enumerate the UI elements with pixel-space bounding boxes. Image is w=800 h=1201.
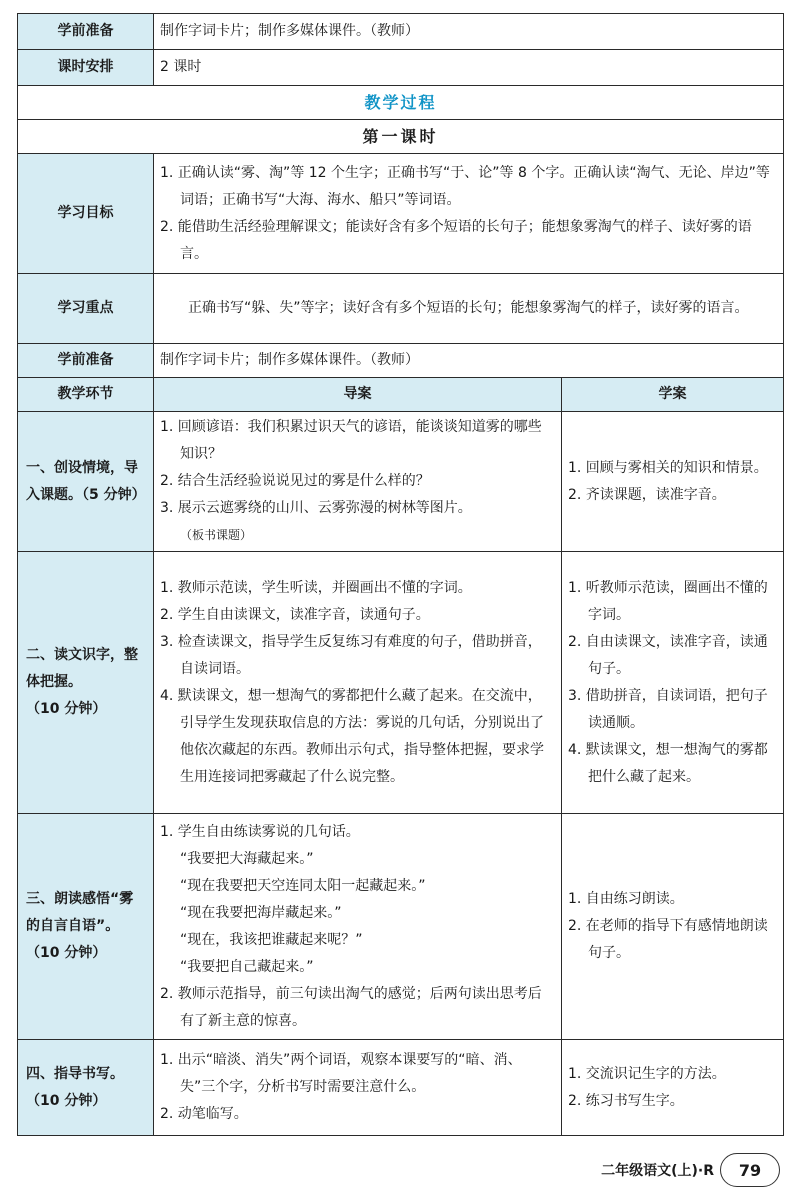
guide-note: （板书课题） bbox=[180, 528, 253, 542]
lesson-title: 第一课时 bbox=[18, 120, 784, 154]
study-item: 1. 听教师示范读，圈画出不懂的字词。 bbox=[568, 579, 768, 623]
stage-1-study bbox=[562, 412, 784, 552]
stage-1-guide bbox=[154, 412, 562, 552]
header-guide: 导案 bbox=[154, 378, 562, 412]
stage-2-label: 二、读文识字，整体把握。 bbox=[26, 647, 138, 690]
stage-3-time: （10 分钟） bbox=[26, 945, 107, 961]
guide-item: 2. 动笔临写。 bbox=[160, 1106, 248, 1122]
stage-4-label-cell bbox=[18, 1040, 154, 1136]
goals-content bbox=[154, 154, 784, 274]
quote-line: “我要把自己藏起来。” bbox=[180, 958, 314, 975]
schedule-text: 2 课时 bbox=[154, 50, 784, 86]
guide-item: 2. 教师示范指导，前三句读出淘气的感觉；后两句读出思考后有了新主意的惊喜。 bbox=[160, 985, 542, 1029]
stage-2-time: （10 分钟） bbox=[26, 701, 107, 717]
study-item: 1. 自由练习朗读。 bbox=[568, 891, 684, 907]
study-item: 3. 借助拼音，自读词语，把句子读通顺。 bbox=[568, 687, 768, 731]
header-study: 学案 bbox=[562, 378, 784, 412]
guide-item: 1. 回顾谚语：我们积累过识天气的谚语，能谈谈知道雾的哪些知识？ bbox=[160, 419, 542, 462]
quote-line: “现在我要把天空连同太阳一起藏起来。” bbox=[180, 877, 426, 894]
stage-2-study bbox=[562, 552, 784, 814]
book-title: 二年级语文(上)·R bbox=[601, 1163, 714, 1179]
stage-2-label-cell bbox=[18, 552, 154, 814]
stage-4-time: （10 分钟） bbox=[26, 1092, 107, 1109]
quote-line: “现在我要把海岸藏起来。” bbox=[180, 904, 342, 921]
study-item: 2. 自由读课文，读准字音，读通句子。 bbox=[568, 633, 768, 677]
focus-label: 学习重点 bbox=[18, 274, 154, 344]
guide-item: 1. 学生自由练读雾说的几句话。 bbox=[160, 823, 360, 840]
page-footer bbox=[601, 1150, 780, 1190]
stage-4-study bbox=[562, 1040, 784, 1136]
goal-item: 1. 正确认读“雾、淘”等 12 个生字；正确书写“于、论”等 8 个字。正确认读“淘气、无论、岸边”等词语；正确书写“大海、海水、船只”等词语。 bbox=[160, 164, 770, 208]
stage-3-guide bbox=[154, 814, 562, 1040]
quote-line: “我要把大海藏起来。” bbox=[180, 850, 314, 867]
goal-item: 2. 能借助生活经验理解课文；能读好含有多个短语的长句子；能想象雾淘气的样子、读好雾的语言。 bbox=[160, 218, 752, 262]
guide-item: 4. 默读课文，想一想淘气的雾都把什么藏了起来。在交流中，引导学生发现获取信息的方法：雾说的几句话，分别说出了他依次藏起的东西。教师出示句式，指导整体把握，要求学生用连接词把雾藏起了什么说完整。 bbox=[160, 687, 544, 785]
study-item: 2. 齐读课题，读准字音。 bbox=[568, 486, 726, 503]
guide-item: 1. 出示“暗淡、消失”两个词语，观察本课要写的“暗、消、失”三个字，分析书写时需要注意什么。 bbox=[160, 1052, 522, 1095]
study-item: 2. 在老师的指导下有感情地朗读句子。 bbox=[568, 918, 768, 961]
header-stage: 教学环节 bbox=[18, 378, 154, 412]
prep-label: 学前准备 bbox=[18, 14, 154, 50]
stage-3-study bbox=[562, 814, 784, 1040]
guide-item: 1. 教师示范读，学生听读，并圈画出不懂的字词。 bbox=[160, 579, 472, 596]
prep2-label: 学前准备 bbox=[18, 344, 154, 378]
guide-item: 2. 学生自由读课文，读准字音，读通句子。 bbox=[160, 606, 430, 623]
prep-text: 制作字词卡片；制作多媒体课件。（教师） bbox=[154, 14, 784, 50]
lesson-plan-table bbox=[17, 13, 784, 1136]
prep2-text: 制作字词卡片；制作多媒体课件。（教师） bbox=[154, 344, 784, 378]
guide-item: 3. 展示云遮雾绕的山川、云雾弥漫的树林等图片。 bbox=[160, 500, 472, 516]
process-title: 教学过程 bbox=[18, 86, 784, 120]
guide-item: 3. 检查读课文，指导学生反复练习有难度的句子，借助拼音，自读词语。 bbox=[160, 633, 542, 677]
stage-1-label: 一、创设情境，导入课题。（5 分钟） bbox=[18, 412, 154, 552]
guide-item: 2. 结合生活经验说说见过的雾是什么样的？ bbox=[160, 473, 430, 489]
goals-label: 学习目标 bbox=[18, 154, 154, 274]
stage-2-guide bbox=[154, 552, 562, 814]
schedule-label: 课时安排 bbox=[18, 50, 154, 86]
quote-line: “现在，我该把谁藏起来呢？” bbox=[180, 931, 363, 948]
stage-3-label-cell bbox=[18, 814, 154, 1040]
focus-text: 正确书写“躲、失”等字；读好含有多个短语的长句；能想象雾淘气的样子，读好雾的语言。 bbox=[154, 274, 784, 344]
stage-4-label: 四、指导书写。 bbox=[26, 1065, 124, 1082]
study-item: 2. 练习书写生字。 bbox=[568, 1092, 684, 1109]
stage-4-guide bbox=[154, 1040, 562, 1136]
stage-3-label: 三、朗读感悟“雾的自言自语”。 bbox=[26, 891, 134, 934]
study-item: 1. 交流识记生字的方法。 bbox=[568, 1065, 726, 1082]
study-item: 1. 回顾与雾相关的知识和情景。 bbox=[568, 459, 768, 476]
page-number: 79 bbox=[720, 1153, 780, 1187]
study-item: 4. 默读课文，想一想淘气的雾都把什么藏了起来。 bbox=[568, 741, 768, 785]
lesson-plan-sheet bbox=[17, 13, 783, 1136]
